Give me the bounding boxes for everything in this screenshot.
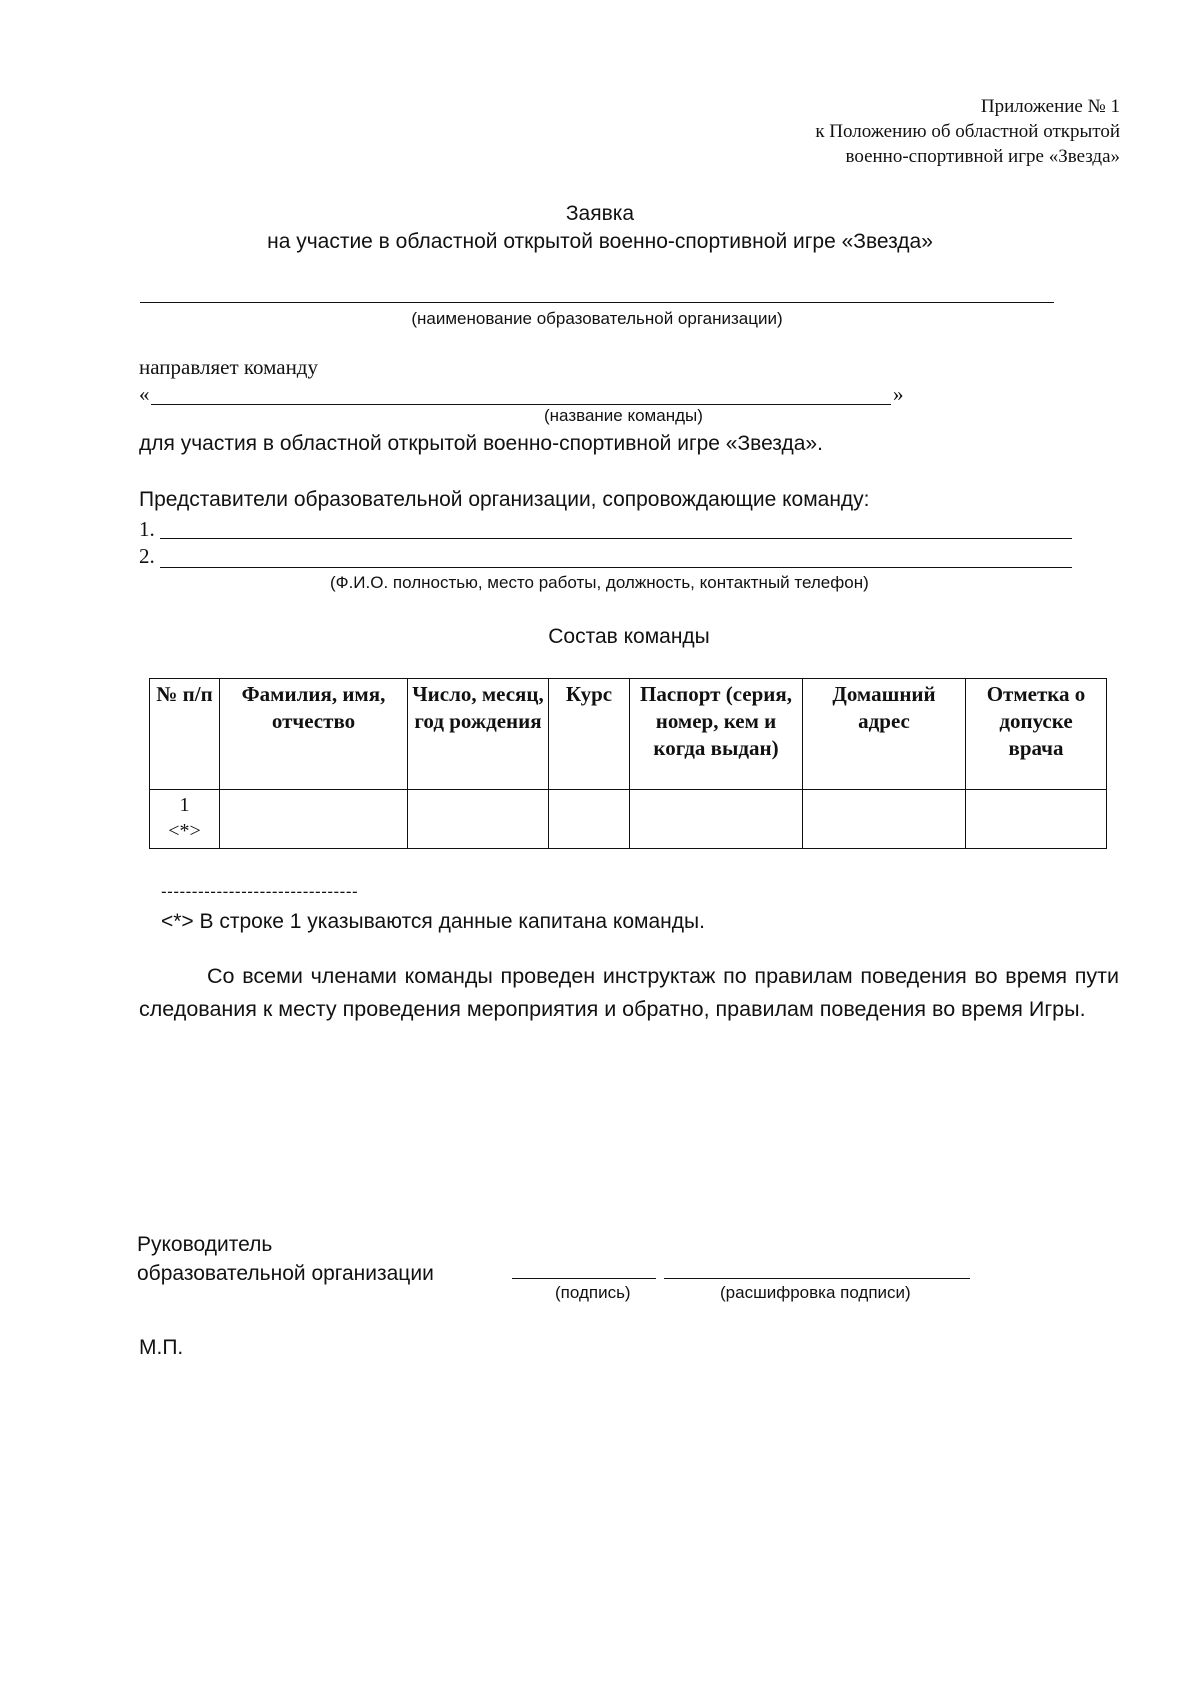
appendix-line-3: военно-спортивной игре «Звезда» bbox=[845, 146, 1120, 167]
table-row bbox=[150, 790, 1107, 849]
table-header-row bbox=[150, 679, 1107, 790]
header-birth-date: Число, месяц, год рождения bbox=[408, 679, 549, 790]
instruction-text: Со всеми членами команды проведен инструктаж по правилам поведения во время пути следования к месту проведения мероприятия и обратно, правилам поведения во время Игры. bbox=[139, 964, 1119, 1021]
footnote-text: <*> В строке 1 указываются данные капитана команды. bbox=[161, 910, 705, 933]
team-composition-title: Состав команды bbox=[548, 625, 710, 648]
org-name-caption: (наименование образовательной организации) bbox=[411, 309, 783, 328]
header-full-name: Фамилия, имя, отчество bbox=[220, 679, 408, 790]
team-name-line[interactable] bbox=[151, 404, 891, 405]
row-captain-mark: <*> bbox=[168, 820, 201, 842]
representative-1-line[interactable] bbox=[160, 538, 1072, 539]
representatives-heading: Представители образовательной организации, сопровождающие команду: bbox=[139, 488, 870, 511]
header-doctor-clearance: Отметка о допуске врача bbox=[966, 679, 1107, 790]
title-sub: на участие в областной открытой военно-спортивной игре «Звезда» bbox=[267, 230, 933, 253]
representative-2-line[interactable] bbox=[160, 567, 1072, 568]
row-number: 1 bbox=[179, 794, 190, 816]
instruction-paragraph bbox=[139, 960, 1119, 1026]
team-name-caption: (название команды) bbox=[544, 406, 703, 425]
signature-role-line-2: образовательной организации bbox=[137, 1262, 434, 1285]
appendix-line-1: Приложение № 1 bbox=[980, 96, 1120, 117]
cell-course[interactable] bbox=[549, 790, 630, 849]
stamp-place: М.П. bbox=[139, 1336, 184, 1359]
title-main: Заявка bbox=[565, 202, 635, 225]
row-number-cell bbox=[150, 790, 220, 849]
org-name-line[interactable] bbox=[140, 302, 1054, 303]
cell-home-address[interactable] bbox=[803, 790, 966, 849]
signature-decode-line[interactable] bbox=[664, 1278, 970, 1279]
header-passport: Паспорт (серия, номер, кем и когда выдан) bbox=[630, 679, 803, 790]
header-course: Курс bbox=[549, 679, 630, 790]
quote-close: » bbox=[893, 382, 904, 406]
representatives-caption: (Ф.И.О. полностью, место работы, должность, контактный телефон) bbox=[330, 573, 869, 592]
signature-role-line-1: Руководитель bbox=[137, 1233, 273, 1256]
appendix-line-2: к Положению об областной открытой bbox=[815, 121, 1120, 142]
representative-2-number: 2. bbox=[139, 544, 155, 568]
cell-birth-date[interactable] bbox=[408, 790, 549, 849]
cell-doctor-clearance[interactable] bbox=[966, 790, 1107, 849]
signature-decode-caption: (расшифровка подписи) bbox=[720, 1283, 911, 1302]
signature-line[interactable] bbox=[512, 1278, 656, 1279]
cell-full-name[interactable] bbox=[220, 790, 408, 849]
cell-passport[interactable] bbox=[630, 790, 803, 849]
sends-team-label: направляет команду bbox=[139, 355, 318, 379]
signature-caption: (подпись) bbox=[555, 1283, 631, 1302]
quote-open: « bbox=[139, 382, 150, 406]
footnote-separator: -------------------------------- bbox=[161, 882, 359, 901]
document-title bbox=[0, 200, 1200, 256]
participation-text: для участия в областной открытой военно-спортивной игре «Звезда». bbox=[139, 432, 823, 455]
representative-1-number: 1. bbox=[139, 517, 155, 541]
appendix-header bbox=[700, 94, 1120, 169]
team-table bbox=[149, 678, 1107, 849]
header-number: № п/п bbox=[150, 679, 220, 790]
header-home-address: Домашний адрес bbox=[803, 679, 966, 790]
signature-role bbox=[137, 1230, 434, 1288]
